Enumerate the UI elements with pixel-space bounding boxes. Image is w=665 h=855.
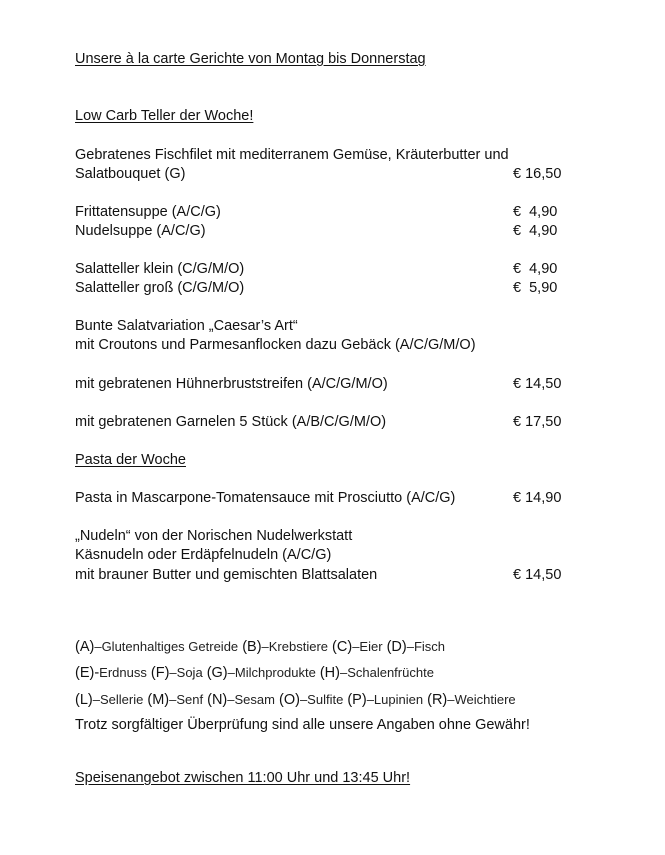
dish-frittatensuppe: Frittatensuppe (A/C/G) <box>75 204 221 220</box>
allergen-term: –Eier <box>352 639 383 654</box>
price-nudeln: € 14,50 <box>513 567 562 583</box>
dish-nudelsuppe: Nudelsuppe (A/C/G) <box>75 223 206 239</box>
price-salatteller-gross: € 5,90 <box>513 280 558 296</box>
allergen-code: (C) <box>332 639 353 655</box>
dish-caesar-line1: Bunte Salatvariation „Caesar’s Art“ <box>75 318 298 334</box>
allergen-term: Erdnuss <box>99 665 147 680</box>
allergen-code: (G) <box>206 665 228 681</box>
allergen-code: (A) <box>75 639 95 655</box>
dish-pasta: Pasta in Mascarpone-Tomatensauce mit Prosciutto (A/C/G) <box>75 490 456 506</box>
dish-nudeln-line2: Käsnudeln oder Erdäpfelnudeln (A/C/G) <box>75 547 332 563</box>
allergen-legend-row-2 <box>75 664 434 682</box>
dish-caesar-line2: mit Croutons und Parmesanflocken dazu Gebäck (A/C/G/M/O) <box>75 337 476 353</box>
dish-huhn: mit gebratenen Hühnerbruststreifen (A/C/G/M/O) <box>75 376 388 392</box>
price-frittatensuppe: € 4,90 <box>513 204 558 220</box>
allergen-term: –Senf <box>169 692 204 707</box>
price-huhn: € 14,50 <box>513 376 562 392</box>
section-heading-pasta: Pasta der Woche <box>75 452 186 468</box>
allergen-code: (M) <box>147 692 170 708</box>
allergen-code: (B) <box>242 639 262 655</box>
section-heading-low-carb: Low Carb Teller der Woche! <box>75 108 254 124</box>
page-title: Unsere à la carte Gerichte von Montag bis Donnerstag <box>75 51 426 67</box>
dish-salatteller-gross: Salatteller groß (C/G/M/O) <box>75 280 245 296</box>
allergen-term: –Schalenfrüchte <box>339 665 434 680</box>
price-garnelen: € 17,50 <box>513 414 562 430</box>
dish-garnelen: mit gebratenen Garnelen 5 Stück (A/B/C/G/M/O) <box>75 414 387 430</box>
allergen-term: –Milchprodukte <box>227 665 316 680</box>
dish-fischfilet-line2: Salatbouquet (G) <box>75 166 186 182</box>
allergen-term: –Sellerie <box>92 692 144 707</box>
price-pasta: € 14,90 <box>513 490 562 506</box>
allergen-code: (D) <box>386 639 407 655</box>
allergen-term: –Sesam <box>227 692 275 707</box>
allergen-term: –Fisch <box>406 639 446 654</box>
allergen-legend-row-3 <box>75 691 516 709</box>
allergen-term: –Soja <box>169 665 203 680</box>
allergen-code: (F) <box>150 665 170 681</box>
allergen-code: (O) <box>279 692 300 708</box>
dish-salatteller-klein: Salatteller klein (C/G/M/O) <box>75 261 245 277</box>
allergen-code: (E)- <box>75 665 100 681</box>
dish-nudeln-line1: „Nudeln“ von der Norischen Nudelwerkstatt <box>75 528 353 544</box>
price-fischfilet: € 16,50 <box>513 166 562 182</box>
price-nudelsuppe: € 4,90 <box>513 223 558 239</box>
allergen-term: –Krebstiere <box>261 639 329 654</box>
price-salatteller-klein: € 4,90 <box>513 261 558 277</box>
allergen-term: –Sulfite <box>299 692 344 707</box>
allergen-code: (R) <box>427 692 448 708</box>
dish-nudeln-line3: mit brauner Butter und gemischten Blattsalaten <box>75 567 378 583</box>
dish-fischfilet-line1: Gebratenes Fischfilet mit mediterranem Gemüse, Kräuterbutter und <box>75 147 509 163</box>
allergen-code: (N) <box>207 692 228 708</box>
footer-service-hours: Speisenangebot zwischen 11:00 Uhr und 13:45 Uhr! <box>75 770 411 786</box>
allergen-code: (H) <box>319 665 340 681</box>
allergen-term: –Lupinien <box>366 692 424 707</box>
allergen-term: –Glutenhaltiges Getreide <box>94 639 239 654</box>
allergen-code: (P) <box>347 692 367 708</box>
allergen-code: (L) <box>75 692 93 708</box>
allergen-term: –Weichtiere <box>447 692 516 707</box>
allergen-legend-row-1 <box>75 638 445 656</box>
disclaimer: Trotz sorgfältiger Überprüfung sind alle unsere Angaben ohne Gewähr! <box>75 717 530 733</box>
